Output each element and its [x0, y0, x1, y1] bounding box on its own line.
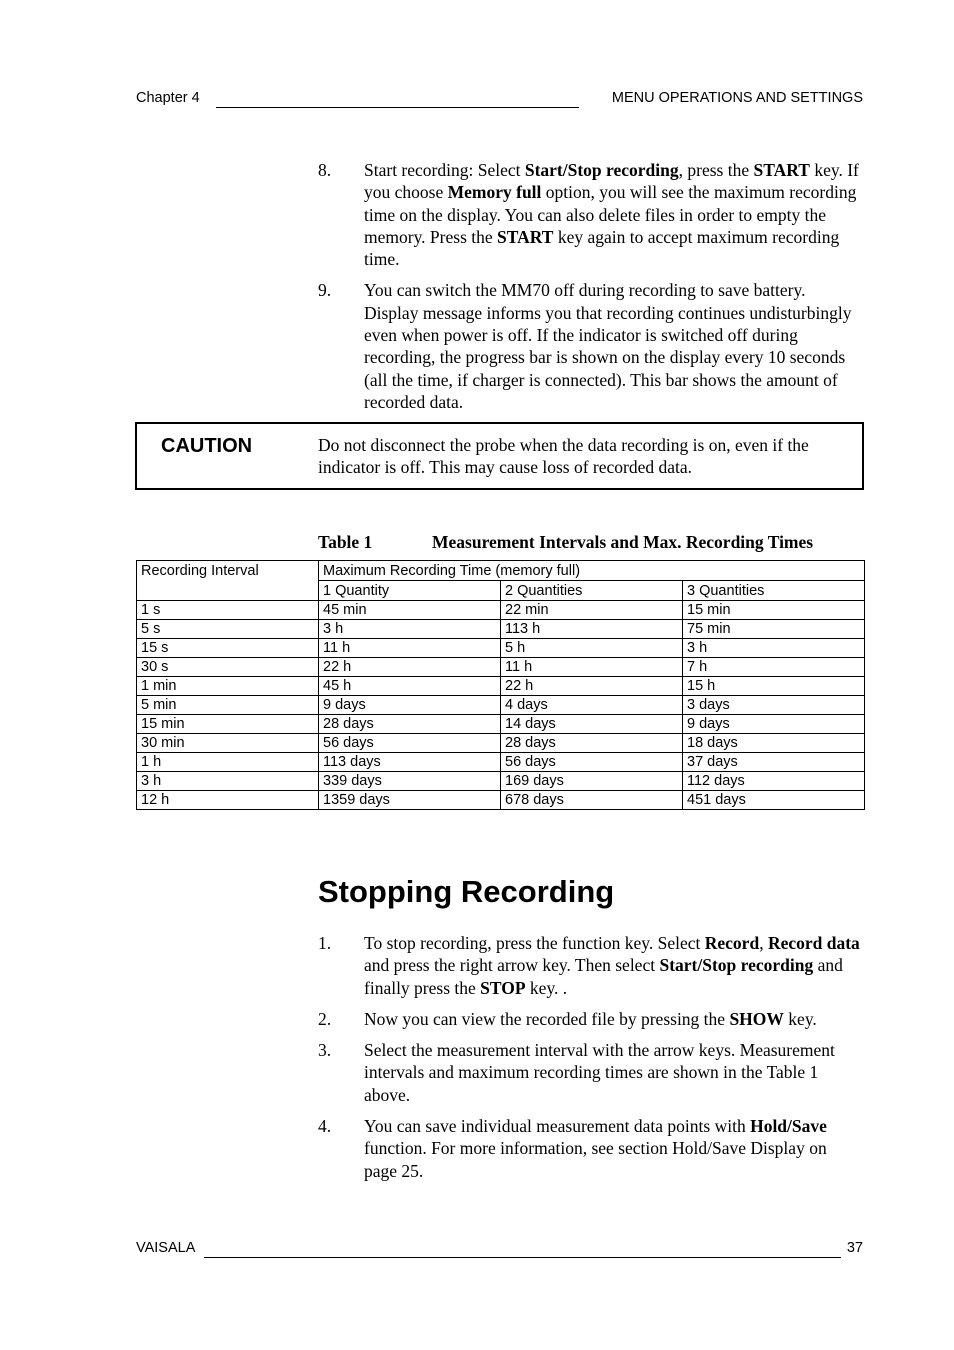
- footer-brand: VAISALA: [136, 1240, 196, 1256]
- step-text: You can switch the MM70 off during recording to save battery. Display message informs you that recording continues undisturbingly even when power is off. If the indicator is switched off during recording, the progress bar is shown on the display every 10 seconds (all the time, if charger is connected). This bar shows the amount of recorded data.: [364, 280, 852, 412]
- step-number: 3.: [318, 1040, 332, 1061]
- caution-text: Do not disconnect the probe when the data recording is on, even if the indicator is off. This may cause loss of recorded data.: [318, 435, 809, 478]
- step-number: 2.: [318, 1008, 332, 1029]
- table-cell: 75 min: [683, 620, 865, 639]
- chapter-label: Chapter 4: [136, 90, 200, 106]
- table-cell: 339 days: [319, 772, 501, 791]
- table-cell: 15 min: [683, 601, 865, 620]
- table-cell: 1 s: [137, 601, 319, 620]
- table-cell: 1 min: [137, 677, 319, 696]
- table-cell: 113 days: [319, 753, 501, 772]
- table-cell: 4 days: [501, 696, 683, 715]
- table-cell: 30 s: [137, 658, 319, 677]
- table-cell: 45 min: [319, 601, 501, 620]
- list-item: [318, 159, 863, 270]
- table-row: [137, 601, 865, 620]
- table-cell: 3 h: [319, 620, 501, 639]
- step-number: 8.: [318, 160, 332, 180]
- page-number: 37: [846, 1240, 863, 1256]
- table-cell: 3 h: [683, 639, 865, 658]
- table-cell: 15 h: [683, 677, 865, 696]
- page-footer: [136, 1240, 863, 1260]
- step-number: 1.: [318, 933, 332, 953]
- step-text: Select the measurement interval with the arrow keys. Measurement intervals and maximum recording times are shown in the Table 1 above.: [364, 1040, 835, 1105]
- list-item: [318, 279, 863, 413]
- table-row: [137, 715, 865, 734]
- subheader-3: 3 Quantities: [683, 581, 865, 601]
- table-row: [137, 791, 865, 810]
- table-cell: 1359 days: [319, 791, 501, 810]
- table-cell: 56 days: [319, 734, 501, 753]
- table-cell: 11 h: [501, 658, 683, 677]
- table-cell: 1 h: [137, 753, 319, 772]
- table-row: [137, 639, 865, 658]
- table-cell: 11 h: [319, 639, 501, 658]
- subheader-2: 2 Quantities: [501, 581, 683, 601]
- table-cell: 5 min: [137, 696, 319, 715]
- table-row: [137, 677, 865, 696]
- recording-steps: [318, 159, 863, 422]
- table-cell: 22 min: [501, 601, 683, 620]
- table-row: [137, 620, 865, 639]
- table-cell: 3 days: [683, 696, 865, 715]
- list-item: [318, 1039, 863, 1106]
- table-cell: 7 h: [683, 658, 865, 677]
- table-cell: 113 h: [501, 620, 683, 639]
- table-cell: 3 h: [137, 772, 319, 791]
- table-cell: 9 days: [319, 696, 501, 715]
- interval-header: Recording Interval: [137, 561, 319, 601]
- table-title: Measurement Intervals and Max. Recording Times: [432, 532, 814, 552]
- step-text: Now you can view the recorded file by pressing the SHOW key.: [364, 1008, 817, 1029]
- table-cell: 28 days: [319, 715, 501, 734]
- table-cell: 28 days: [501, 734, 683, 753]
- table-row: [137, 753, 865, 772]
- table-row: [137, 696, 865, 715]
- list-item: [318, 1115, 863, 1182]
- step-number: 4.: [318, 1116, 332, 1137]
- step-text: Start recording: Select Start/Stop recording, press the START key. If you choose Memory full option, you will see the maximum recording time on the display. You can also delete files in order to empty the memory. Press the START key again to accept maximum recording time.: [364, 160, 859, 270]
- table-cell: 15 min: [137, 715, 319, 734]
- table-cell: 22 h: [501, 677, 683, 696]
- table-cell: 22 h: [319, 658, 501, 677]
- table-cell: 56 days: [501, 753, 683, 772]
- table-cell: 5 s: [137, 620, 319, 639]
- table-cell: 15 s: [137, 639, 319, 658]
- recording-times-table: [136, 560, 865, 810]
- table-cell: 12 h: [137, 791, 319, 810]
- table-cell: 5 h: [501, 639, 683, 658]
- caution-title: CAUTION: [161, 435, 253, 457]
- page-header: [136, 90, 863, 110]
- step-text: To stop recording, press the function key. Select Record, Record data and press the right arrow key. Then select Start/Stop recording and finally press the STOP key. .: [364, 933, 860, 998]
- table-row: [137, 734, 865, 753]
- table-cell: 678 days: [501, 791, 683, 810]
- table-cell: 30 min: [137, 734, 319, 753]
- group-header: Maximum Recording Time (memory full): [319, 561, 865, 581]
- stopping-steps: [318, 932, 863, 1191]
- list-item: [318, 932, 863, 999]
- caution-box: [135, 422, 864, 490]
- table-row: [137, 772, 865, 791]
- table-cell: 37 days: [683, 753, 865, 772]
- table-header-row: [137, 561, 865, 581]
- table-row: [137, 658, 865, 677]
- step-number: 9.: [318, 280, 332, 301]
- table-cell: 18 days: [683, 734, 865, 753]
- header-rule: [216, 107, 579, 108]
- table-cell: 45 h: [319, 677, 501, 696]
- section-title: MENU OPERATIONS AND SETTINGS: [611, 90, 863, 106]
- table-number: Table 1: [318, 532, 373, 552]
- table-cell: 14 days: [501, 715, 683, 734]
- list-item: [318, 1008, 863, 1030]
- footer-rule: [204, 1257, 841, 1258]
- table-cell: 451 days: [683, 791, 865, 810]
- table-cell: 169 days: [501, 772, 683, 791]
- step-text: You can save individual measurement data points with Hold/Save function. For more information, see section Hold/Save Display on page 25.: [364, 1116, 827, 1181]
- section-heading: Stopping Recording: [318, 874, 615, 909]
- table-cell: 112 days: [683, 772, 865, 791]
- subheader-1: 1 Quantity: [319, 581, 501, 601]
- table-cell: 9 days: [683, 715, 865, 734]
